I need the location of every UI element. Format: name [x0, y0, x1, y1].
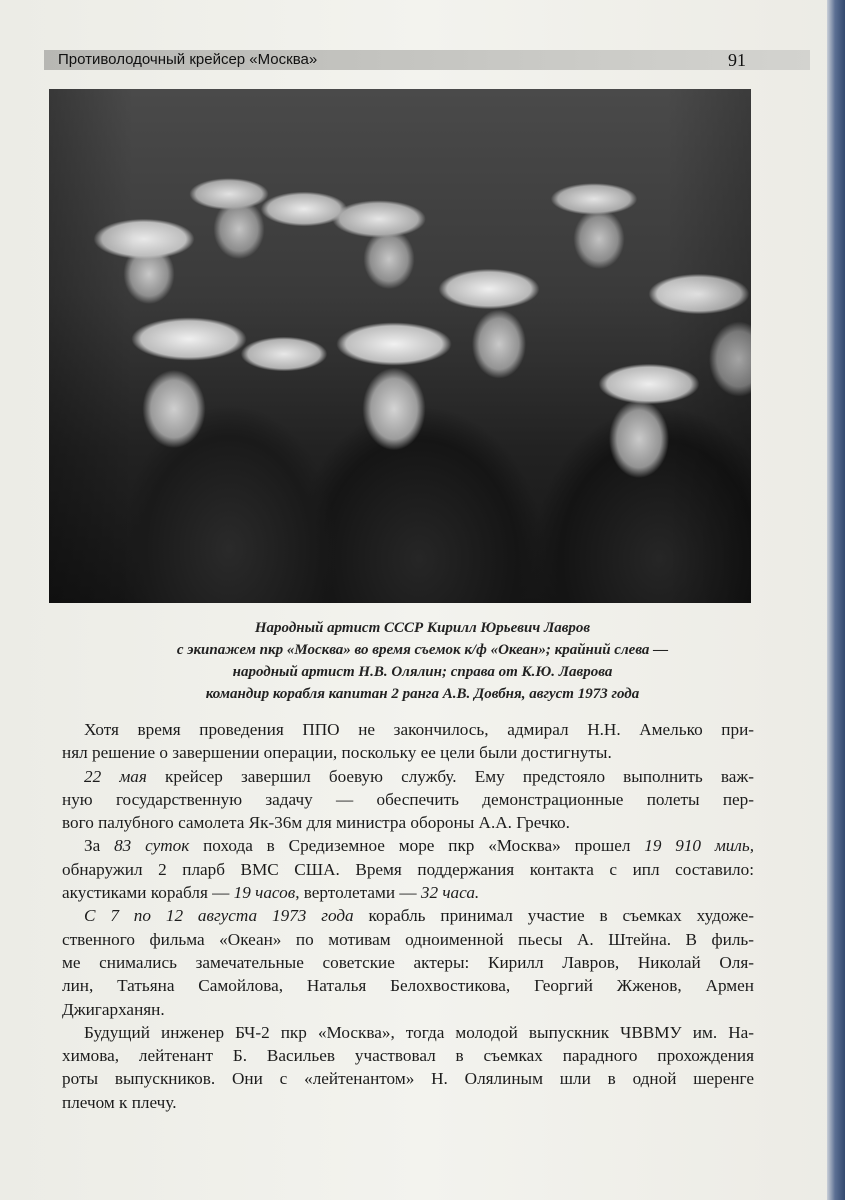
running-header-title: Противолодочный крейсер «Москва» — [58, 51, 318, 68]
paragraph-5-line-2: химова, лейтенант Б. Васильев участвовал в съемках парадного прохождения — [62, 1046, 754, 1066]
caption-line: народный артист Н.В. Олялин; справа от К.Ю. Лаврова — [232, 664, 613, 680]
paragraph-3-line-3 — [62, 881, 754, 904]
distance-emphasis: 19 910 миль, — [644, 836, 755, 856]
hours-emphasis: 19 часов — [233, 883, 296, 903]
hours-emphasis: 32 часа. — [420, 883, 480, 903]
book-page-edge — [827, 0, 845, 1200]
paragraph-1-line-2: нял решение о завершении операции, поскольку ее цели были достигнуты. — [62, 743, 612, 763]
caption-line: командир корабля капитан 2 ранга А.В. Довбня, август 1973 года — [205, 686, 640, 702]
text-run: крейсер завершил боевую службу. Ему предстояло выполнить важ- — [146, 766, 754, 786]
body-text — [62, 718, 754, 1114]
paragraph-2-line-2: ную государственную задачу — обеспечить демонстрационные полеты пер- — [62, 789, 754, 809]
caption-line: Народный артист СССР Кирилл Юрьевич Лавров — [254, 620, 591, 636]
photo-vignette — [49, 89, 751, 603]
paragraph-3-line-1 — [62, 834, 754, 857]
text-run: акустиками корабля — — [62, 883, 234, 903]
date-range-emphasis: С 7 по 12 августа 1973 года — [84, 906, 354, 926]
text-run: , вертолетами — — [295, 883, 421, 903]
caption-line: с экипажем пкр «Москва» во время съемок к/ф «Океан»; крайний слева — — [176, 642, 669, 658]
paragraph-2-line-3: вого палубного самолета Як-36м для министра обороны А.А. Гречко. — [62, 813, 570, 833]
paragraph-3-line-2: обнаружил 2 пларб ВМС США. Время поддержания контакта с ипл составило: — [62, 859, 754, 879]
paragraph-2-line-1 — [62, 765, 754, 788]
paragraph-4-line-2: ственного фильма «Океан» по мотивам одноименной пьесы А. Штейна. В филь- — [62, 929, 754, 949]
page-number: 91 — [728, 50, 746, 70]
duration-emphasis: 83 суток — [114, 836, 190, 856]
paragraph-4-line-3: ме снимались замечательные советские актеры: Кирилл Лавров, Николай Оля- — [62, 952, 754, 972]
crew-photo — [49, 89, 751, 603]
text-run: корабль принимал участие в съемках художе- — [353, 906, 755, 926]
paragraph-4-line-1 — [62, 904, 754, 927]
text-run: похода в Средиземное море пкр «Москва» прошел — [189, 836, 645, 856]
paragraph-4-line-5: Джигарханян. — [62, 999, 165, 1019]
paragraph-5-line-4: плечом к плечу. — [62, 1092, 177, 1112]
paragraph-5-line-1: Будущий инженер БЧ-2 пкр «Москва», тогда молодой выпускник ЧВВМУ им. На- — [84, 1022, 754, 1042]
paragraph-1-line-1: Хотя время проведения ППО не закончилось, адмирал Н.Н. Амелько при- — [84, 720, 754, 739]
date-emphasis: 22 мая — [84, 766, 147, 786]
paragraph-4-line-4: лин, Татьяна Самойлова, Наталья Белохвостикова, Георгий Жженов, Армен — [62, 976, 754, 996]
paragraph-5-line-3: роты выпускников. Они с «лейтенантом» Н. Олялиным шли в одной шеренге — [62, 1069, 754, 1089]
text-run: За — [84, 836, 115, 856]
photo-caption — [150, 617, 695, 705]
